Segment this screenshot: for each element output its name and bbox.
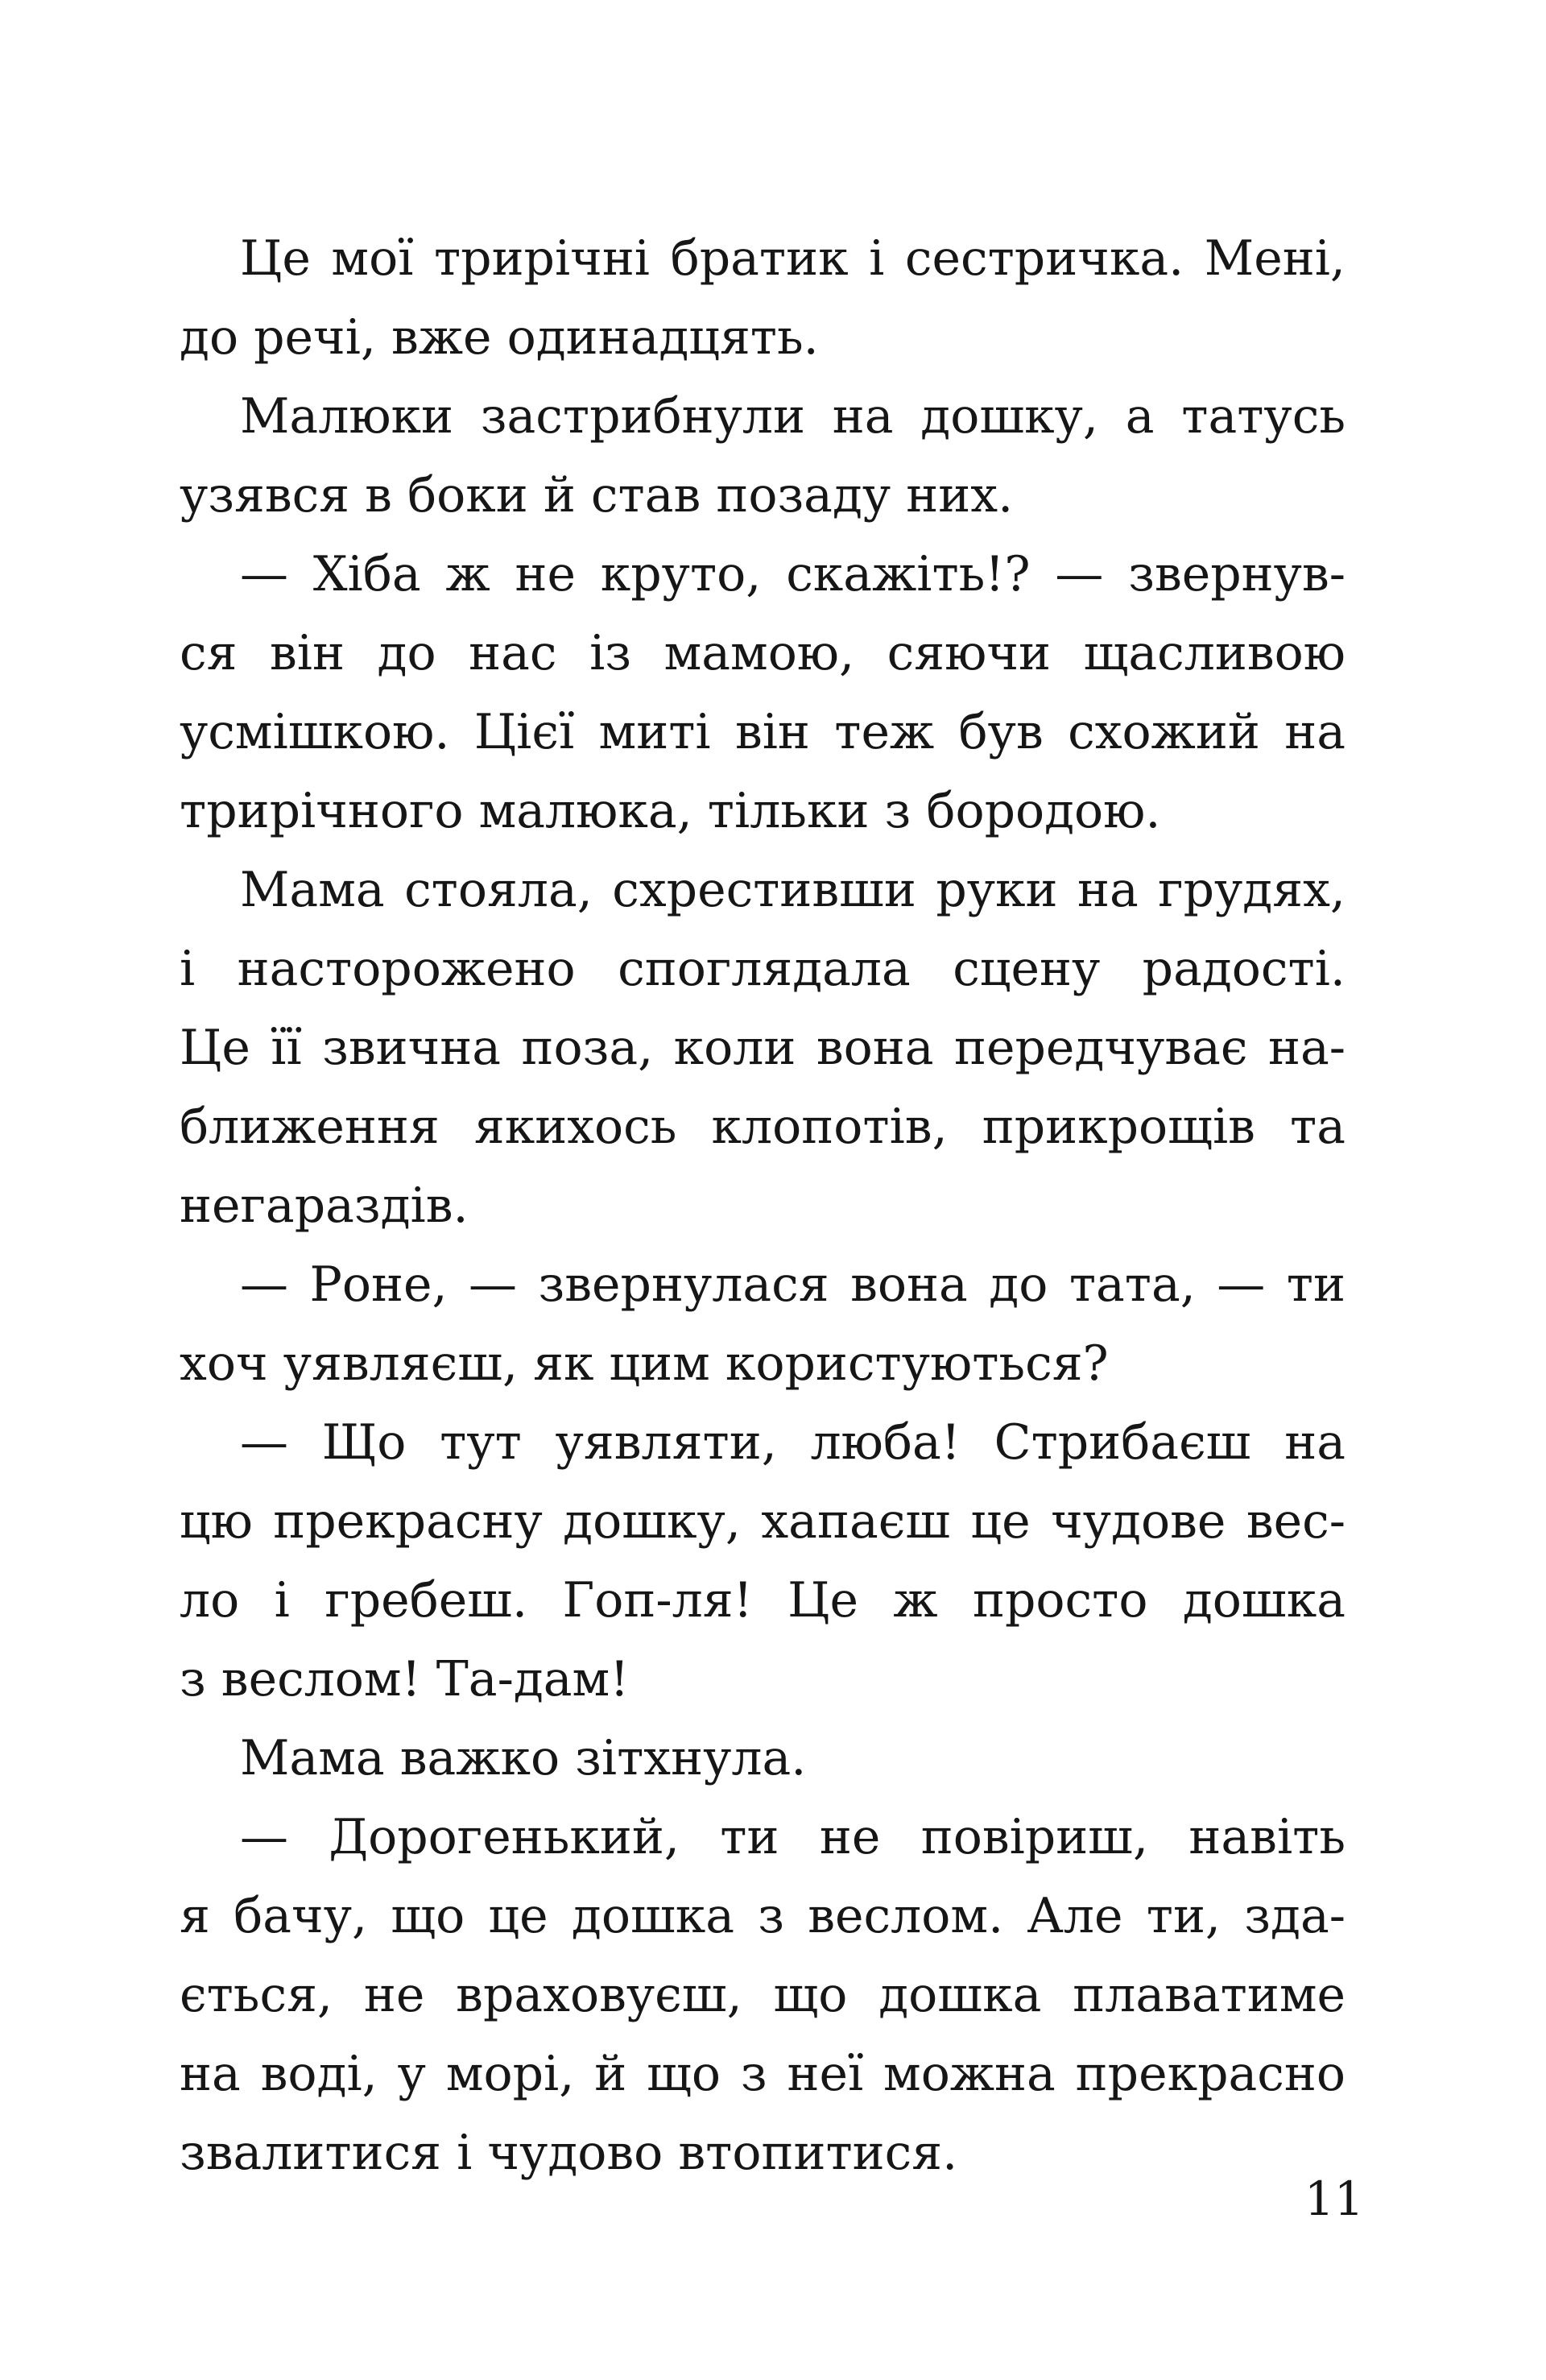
- text-line: ється, не враховуєш, що дошка плаватиме: [180, 1967, 1346, 2023]
- body-text: [180, 219, 1346, 2192]
- text-line: з веслом! Та-дам!: [180, 1651, 630, 1707]
- text-line: я бачу, що це дошка з веслом. Але ти, зда-: [180, 1888, 1346, 1944]
- text-line: ближення якихось клопотів, прикрощів та: [180, 1099, 1346, 1155]
- text-line: на воді, у морі, й що з неї можна прекрасно: [180, 2046, 1346, 2102]
- text-line: хоч уявляєш, як цим користуються?: [180, 1335, 1109, 1392]
- text-line: узявся в боки й став позаду них.: [180, 467, 1014, 524]
- text-line: Мама стояла, схрестивши руки на грудях,: [240, 862, 1346, 918]
- text-line: Мама важко зітхнула.: [240, 1730, 807, 1786]
- text-line: звалитися і чудово втопитися.: [180, 2125, 958, 2181]
- text-line: Це мої трирічні братик і сестричка. Мені,: [240, 230, 1346, 287]
- text-line: — Дорогенький, ти не повіриш, навіть: [240, 1809, 1346, 1865]
- text-line: усмішкою. Цієї миті він теж був схожий на: [180, 704, 1346, 760]
- text-line: — Роне, — звернулася вона до тата, — ти: [240, 1256, 1346, 1313]
- text-line: Малюки застрибнули на дошку, а татусь: [240, 388, 1346, 445]
- text-line: — Хіба ж не круто, скажіть!? — звернув-: [240, 546, 1346, 602]
- text-line: ся він до нас із мамою, сяючи щасливою: [180, 625, 1346, 681]
- text-line: негараздів.: [180, 1178, 469, 1234]
- text-line: трирічного малюка, тільки з бородою.: [180, 783, 1161, 839]
- text-line: Це її звична поза, коли вона передчуває на-: [180, 1020, 1346, 1076]
- text-line: до речі, вже одинадцять.: [180, 309, 819, 366]
- text-line: і насторожено споглядала сцену радості.: [180, 941, 1346, 997]
- text-line: цю прекрасну дошку, хапаєш це чудове вес-: [180, 1493, 1346, 1550]
- text-line: — Що тут уявляти, люба! Стрибаєш на: [240, 1414, 1346, 1471]
- page-number: 11: [1304, 2171, 1364, 2226]
- text-line: ло і гребеш. Гоп-ля! Це ж просто дошка: [180, 1572, 1346, 1629]
